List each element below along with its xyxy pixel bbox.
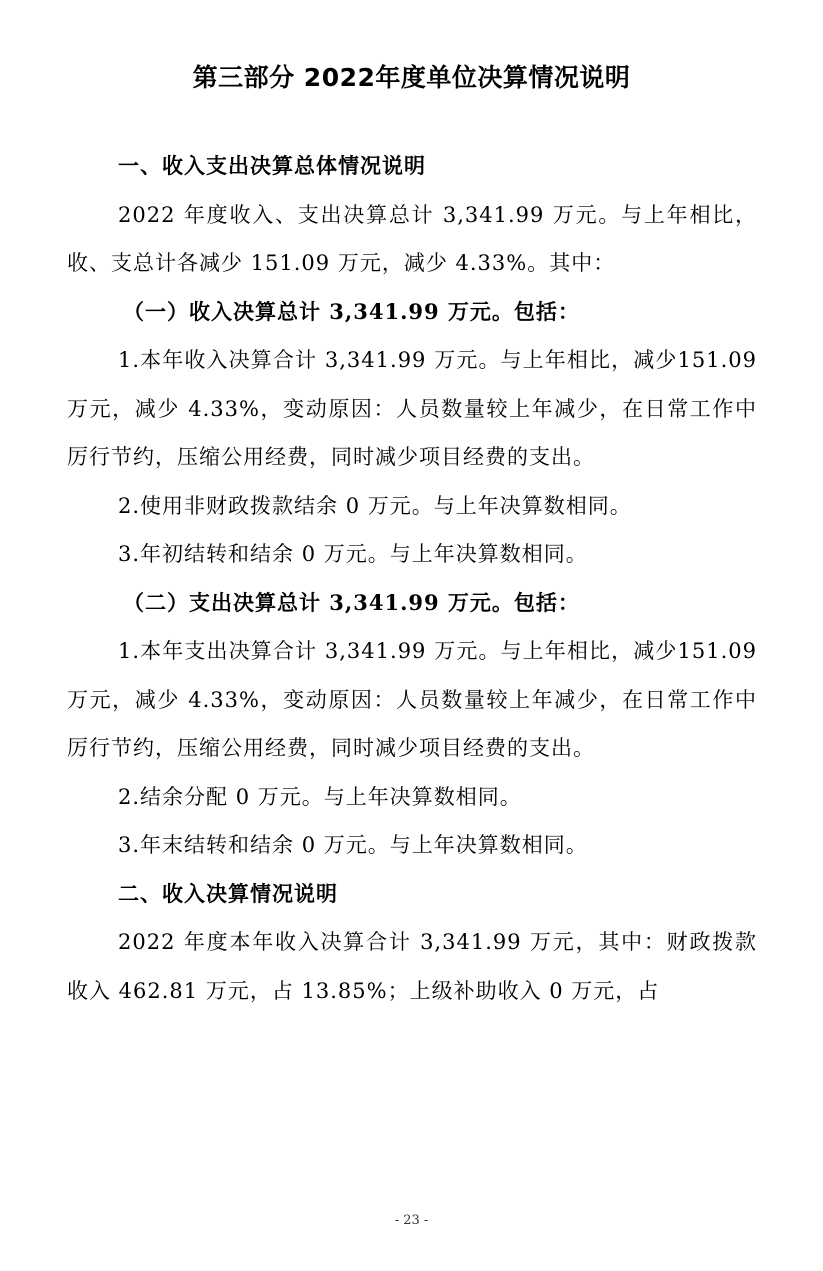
paragraph-income-non-fiscal-balance: 2.使用非财政拨款结余 0 万元。与上年决算数相同。: [118, 493, 632, 518]
subheading-expense-total: （二）支出决算总计 3,341.99 万元。包括：: [123, 589, 580, 615]
paragraph-expense-current-year: 1.本年支出决算合计 3,341.99 万元。与上年相比，减少151.09 万元，减少 4.33%，变动原因：人员数量较上年减少，在日常工作中厉行节约，压缩公用经费，同时减少项目经费的支出。: [67, 639, 757, 760]
paragraph-income-details: 2022 年度本年收入决算合计 3,341.99 万元，其中：财政拨款收入 462.81 万元，占 13.85%；上级补助收入 0 万元，占: [67, 930, 757, 1003]
page-number: - 23 -: [394, 1213, 429, 1228]
section-heading-income-details: 二、收入决算情况说明: [118, 881, 338, 906]
subheading-income-total: （一）收入决算总计 3,341.99 万元。包括：: [123, 298, 580, 324]
section-heading-income-expense-overview: 一、收入支出决算总体情况说明: [118, 154, 426, 178]
paragraph-income-beginning-carryover: 3.年初结转和结余 0 万元。与上年决算数相同。: [118, 542, 588, 566]
paragraph-overview-totals: 2022 年度收入、支出决算总计 3,341.99 万元。与上年相比，收、支总计各减少 151.09 万元，减少 4.33%。其中：: [67, 202, 757, 275]
paragraph-income-current-year: 1.本年收入决算合计 3,341.99 万元。与上年相比，减少151.09 万元，减少 4.33%，变动原因：人员数量较上年减少，在日常工作中厉行节约，压缩公用经费，同时减少项目经费的支出。: [67, 348, 757, 469]
paragraph-expense-ending-carryover: 3.年末结转和结余 0 万元。与上年决算数相同。: [118, 833, 588, 857]
document-body: [67, 142, 757, 1015]
paragraph-expense-balance-distribution: 2.结余分配 0 万元。与上年决算数相同。: [118, 784, 522, 809]
page-title: 第三部分 2022年度单位决算情况说明: [192, 63, 631, 92]
